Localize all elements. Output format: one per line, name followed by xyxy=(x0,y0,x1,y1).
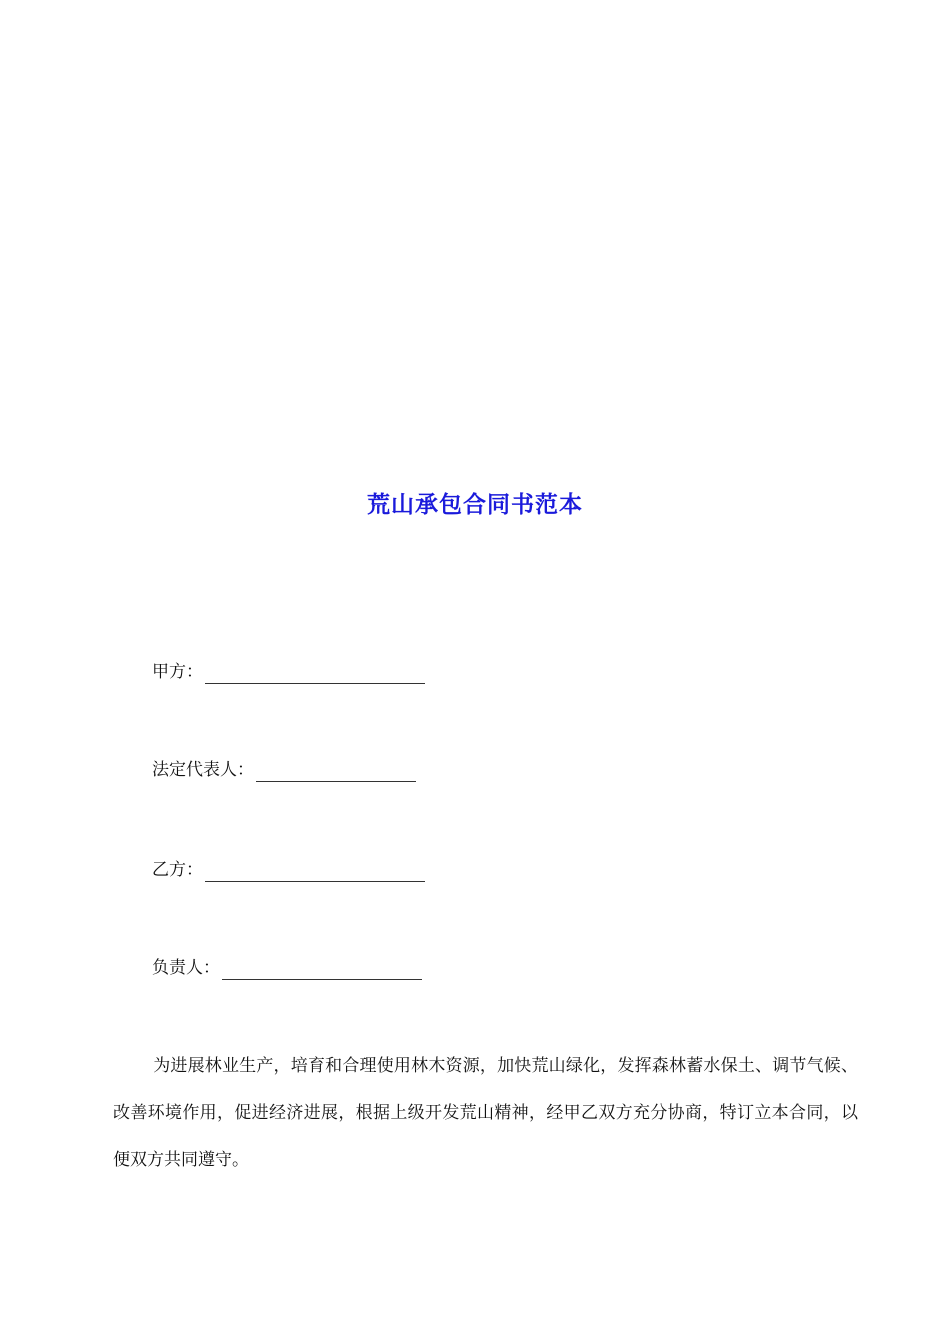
party-a-label: 甲方： xyxy=(152,662,203,682)
responsible-person-label: 负责人： xyxy=(152,958,220,978)
party-b-field xyxy=(152,858,425,882)
responsible-person-field xyxy=(152,956,422,980)
party-b-label: 乙方： xyxy=(152,860,203,880)
legal-representative-field xyxy=(152,758,416,782)
preamble-text: 为进展林业生产，培育和合理使用林木资源，加快荒山绿化，发挥森林蓄水保土、调节气候、改善环境作用，促进经济进展，根据上级开发荒山精神，经甲乙双方充分协商，特订立本合同，以便双方共同遵守。 xyxy=(113,1056,858,1170)
document-title: 荒山承包合同书范本 xyxy=(367,491,583,518)
legal-representative-label: 法定代表人： xyxy=(152,760,254,780)
party-a-blank xyxy=(205,665,425,684)
legal-representative-blank xyxy=(256,763,416,782)
preamble-paragraph xyxy=(113,1043,858,1184)
responsible-person-blank xyxy=(222,961,422,980)
party-b-blank xyxy=(205,863,425,882)
party-a-field xyxy=(152,660,425,684)
